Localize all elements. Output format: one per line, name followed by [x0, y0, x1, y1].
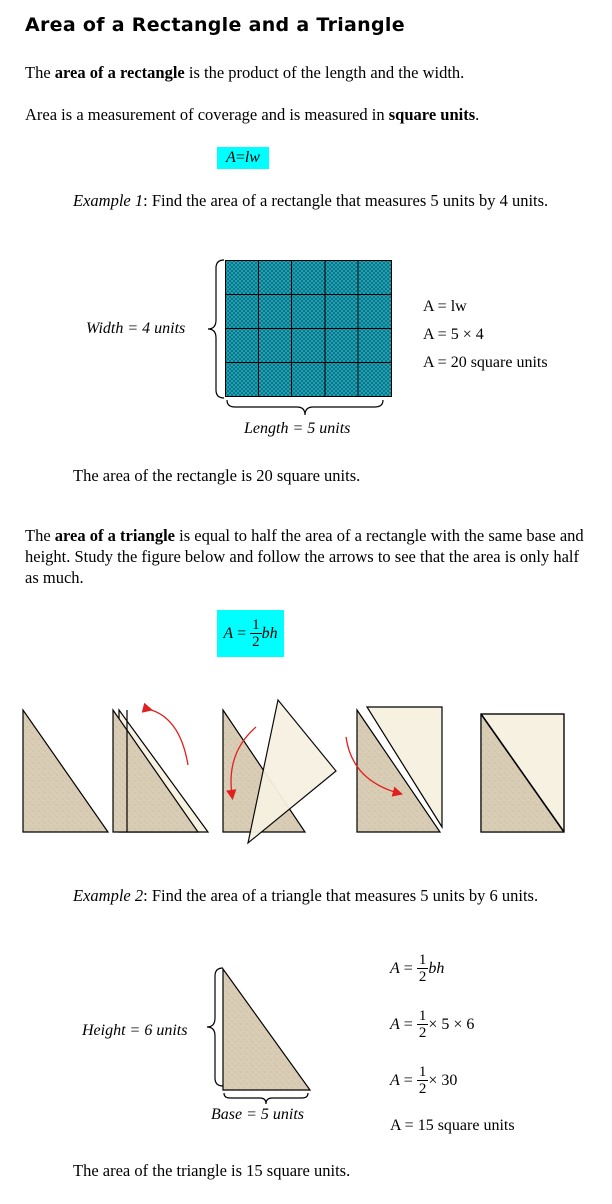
var: A — [226, 149, 236, 166]
denominator: 2 — [418, 1025, 427, 1041]
expr: × 30 — [428, 1071, 458, 1089]
eq: = — [399, 1071, 417, 1089]
bold-term: area of a triangle — [54, 526, 175, 545]
fraction — [250, 617, 262, 650]
length-label: Length = 5 units — [244, 420, 351, 437]
example-1-step-2: A = 5 × 4 — [423, 326, 484, 343]
eq: = — [399, 959, 417, 977]
example-2-conclusion: The area of the triangle is 15 square units. — [73, 1161, 351, 1180]
example-label: Example 2 — [73, 886, 144, 905]
example-label: Example 1 — [73, 191, 144, 210]
example-2-triangle — [222, 968, 312, 1092]
rectangle-formula — [217, 147, 269, 169]
text: . — [475, 105, 480, 124]
example-text: : Find the area of a rectangle that measures 5 units by 4 units. — [143, 191, 549, 210]
example-1-step-1: A = lw — [423, 298, 467, 315]
example-2-step-3 — [390, 1064, 457, 1097]
page-title: Area of a Rectangle and a Triangle — [25, 14, 405, 36]
fold-step-3 — [223, 700, 336, 843]
var: bh — [428, 959, 445, 977]
fraction — [417, 1008, 429, 1041]
bold-term: square units — [388, 105, 476, 124]
denominator: 2 — [418, 1081, 427, 1097]
numerator: 1 — [418, 952, 427, 968]
fold-step-5 — [481, 714, 564, 832]
length-brace — [225, 398, 387, 420]
example-text: : Find the area of a triangle that measures 5 units by 6 units. — [143, 886, 539, 905]
fraction — [417, 1064, 429, 1097]
text: The — [25, 63, 55, 82]
var: bh — [261, 624, 278, 642]
eq: = — [235, 149, 245, 166]
var: A — [390, 959, 400, 977]
fraction — [417, 952, 429, 985]
intro-paragraph-2 — [25, 104, 479, 125]
numerator: 1 — [418, 1008, 427, 1024]
example-2-step-4: A = 15 square units — [390, 1117, 515, 1134]
example-2-prompt — [73, 885, 583, 906]
fold-step-4 — [346, 707, 442, 832]
text: The — [25, 526, 55, 545]
intro-paragraph-1 — [25, 62, 464, 83]
text: is the product of the length and the width. — [184, 63, 465, 82]
rectangle-grid — [225, 260, 393, 398]
width-label: Width = 4 units — [86, 320, 186, 337]
example-1-conclusion: The area of the rectangle is 20 square units. — [73, 466, 361, 485]
numerator: 1 — [418, 1064, 427, 1080]
text: Area is a measurement of coverage and is measured in — [25, 105, 389, 124]
height-label: Height = 6 units — [82, 1022, 188, 1039]
denominator: 2 — [252, 634, 260, 650]
example-1-prompt — [73, 190, 583, 211]
fold-sequence-figure — [20, 695, 570, 847]
numerator: 1 — [252, 617, 260, 633]
example-2-step-2 — [390, 1008, 474, 1041]
bold-term: area of a rectangle — [54, 63, 185, 82]
text: is equal to half the area of a rectangle with the same base and height. Study the figure below and follow the arrows to see that the area is only half as much. — [25, 526, 584, 587]
denominator: 2 — [418, 969, 427, 985]
eq: = — [399, 1015, 417, 1033]
triangle-shape — [23, 710, 108, 832]
triangle-formula — [217, 610, 284, 657]
base-label: Base = 5 units — [211, 1106, 305, 1123]
eq: = — [233, 624, 251, 642]
triangle-intro-paragraph — [25, 525, 595, 588]
example-1-step-3: A = 20 square units — [423, 354, 548, 371]
var: A — [223, 624, 234, 642]
fold-step-2 — [113, 709, 208, 832]
var: A — [390, 1015, 400, 1033]
expr: × 5 × 6 — [428, 1015, 475, 1033]
example-2-step-1 — [390, 952, 444, 985]
var: lw — [244, 149, 260, 166]
var: A — [390, 1071, 400, 1089]
